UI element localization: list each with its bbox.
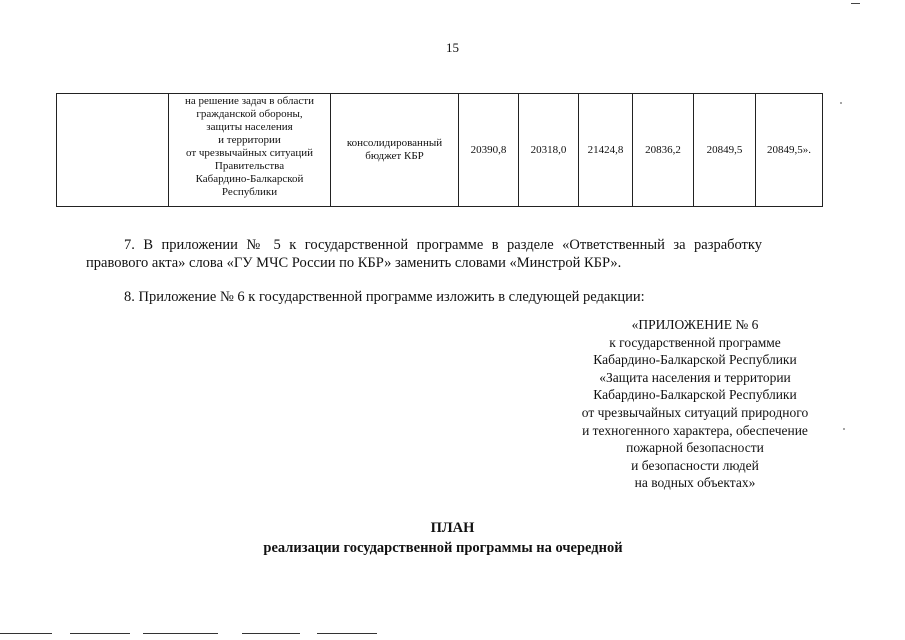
appendix-line: от чрезвычайных ситуаций природного: [581, 404, 809, 420]
table-cell-value: 20318,0: [519, 94, 579, 207]
table-cell-value: 20849,5».: [756, 94, 823, 207]
source-line: консолидированный: [346, 137, 443, 149]
paragraph-item-7: 7. В приложении № 5 к государственной программе в разделе «Ответственный за разработку правового акта» слова «ГУ МЧС России по КБР» заменить словами «Минстрой КБР».: [86, 237, 762, 271]
plan-subtitle: реализации государственной программы на очередной: [263, 540, 623, 556]
table-cell-source: [331, 94, 459, 207]
scan-speck: [843, 428, 845, 430]
description-line: от чрезвычайных ситуаций: [185, 147, 314, 159]
appendix-header: [560, 316, 830, 492]
appendix-line: «ПРИЛОЖЕНИЕ № 6: [631, 317, 759, 332]
source-line: бюджет КБР: [365, 150, 424, 162]
plan-title: ПЛАН: [430, 520, 475, 536]
description-line: и территории: [218, 134, 281, 146]
description-line: Правительства: [214, 160, 285, 172]
appendix-line: Кабардино-Балкарской Республики: [593, 352, 797, 368]
appendix-line: к государственной программе: [609, 334, 781, 350]
table-cell-value: 20836,2: [633, 94, 694, 207]
table-edge-line: [0, 633, 52, 634]
table-cell-description: [169, 94, 331, 207]
table-cell-value: 20849,5: [694, 94, 756, 207]
table-cell-empty: [57, 94, 169, 207]
appendix-line: пожарной безопасности: [626, 440, 764, 456]
table-cell-value: 20390,8: [459, 94, 519, 207]
table-cell-value: 21424,8: [579, 94, 633, 207]
scan-speck: [840, 102, 842, 104]
description-line: гражданской обороны,: [196, 108, 303, 120]
appendix-line: Кабардино-Балкарской Республики: [593, 387, 797, 403]
appendix-line: и безопасности людей: [631, 457, 759, 473]
scan-mark: [851, 3, 860, 4]
budget-table: [56, 93, 823, 207]
description-line: Кабардино-Балкарской: [195, 173, 304, 185]
appendix-line: и техногенного характера, обеспечение: [582, 422, 808, 438]
table-edge-line: [70, 633, 130, 634]
paragraph-item-8: 8. Приложение № 6 к государственной программе изложить в следующей редакции:: [124, 289, 645, 305]
description-line: на решение задач в области: [185, 95, 314, 107]
table-edge-line: [143, 633, 218, 634]
page-number: 15: [446, 40, 459, 55]
appendix-line: «Защита населения и территории: [599, 369, 791, 385]
description-line: защиты населения: [206, 121, 293, 133]
description-line: Республики: [221, 186, 278, 198]
table-row: [57, 94, 823, 207]
appendix-line: на водных объектах»: [634, 475, 756, 491]
table-edge-line: [242, 633, 300, 634]
table-edge-line: [317, 633, 377, 634]
